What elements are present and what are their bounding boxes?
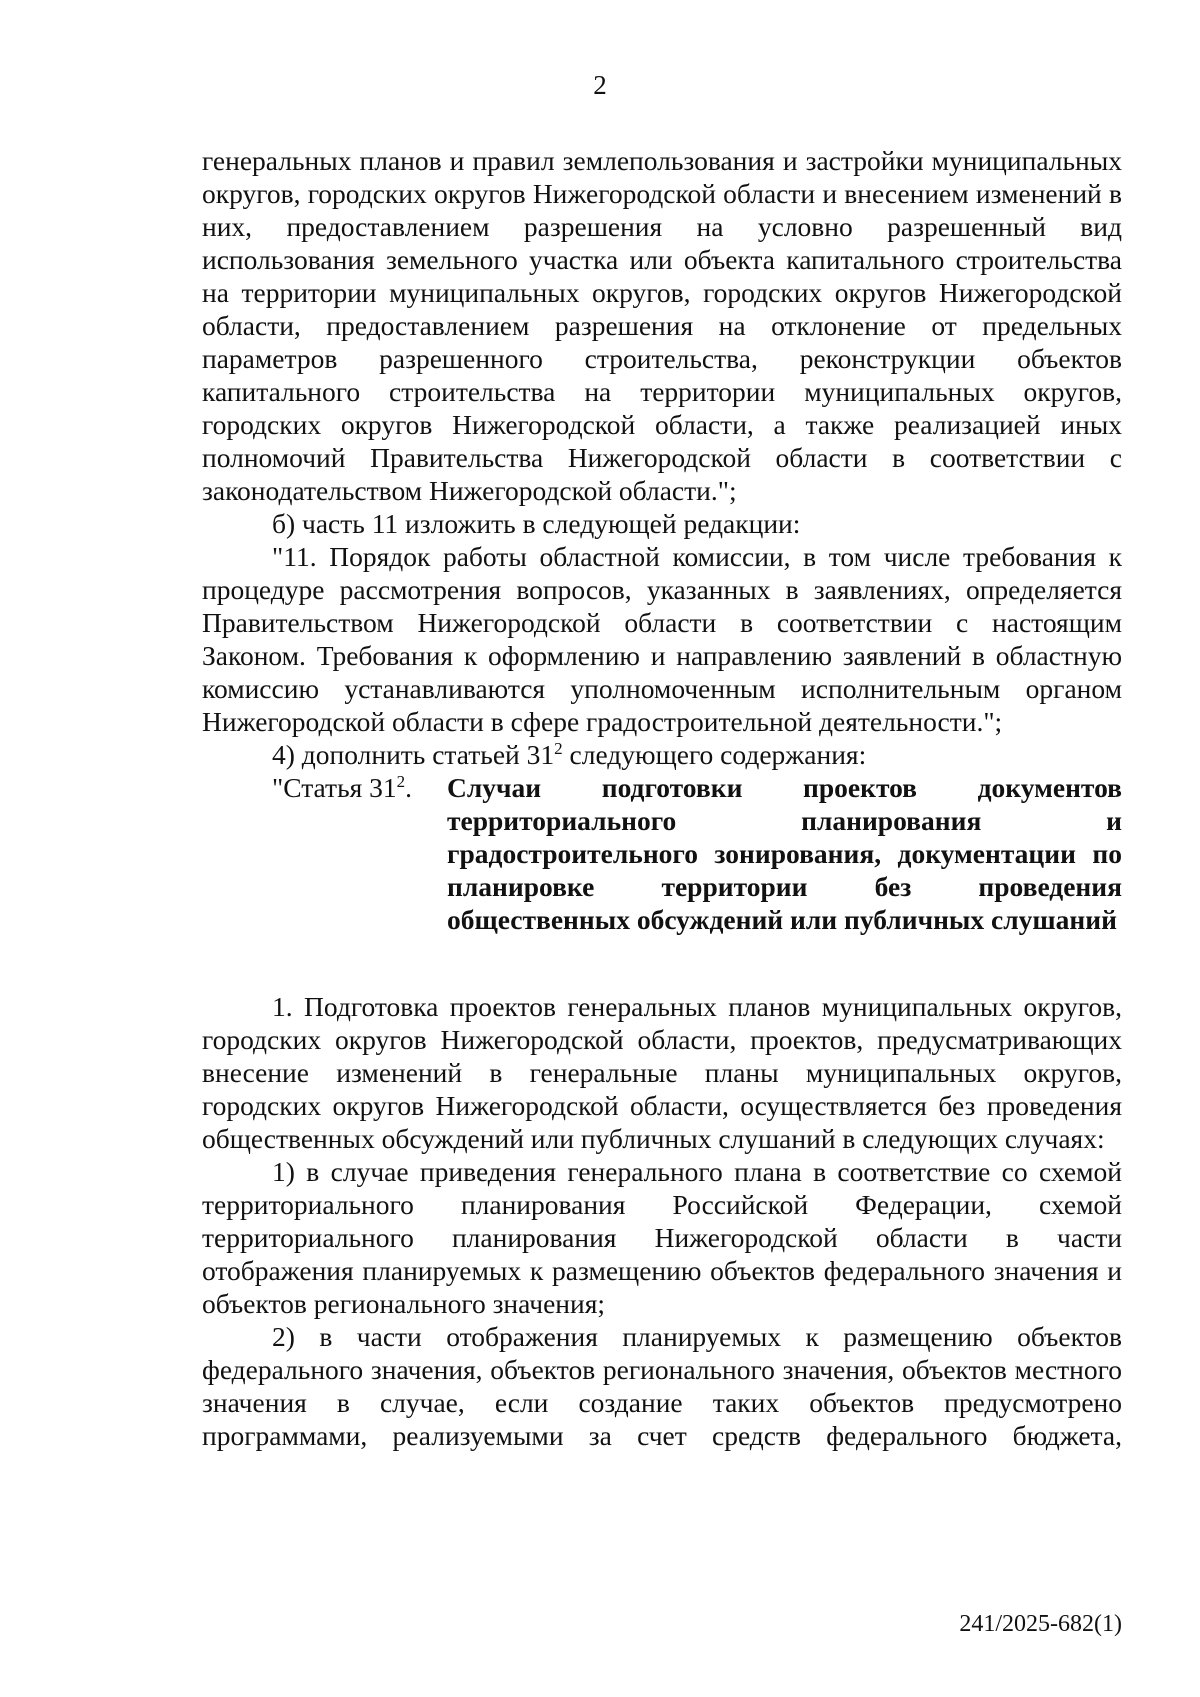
- item-4-superscript: 2: [554, 738, 563, 758]
- document-code: 241/2025-682(1): [959, 1611, 1122, 1637]
- paragraph-item-4: [202, 738, 1122, 771]
- spacer: [202, 936, 1122, 990]
- page-number: 2: [593, 70, 607, 100]
- paragraph-part-11-text: "11. Порядок работы областной комиссии, в том числе требования к процедуре рассмотрения вопросов, указанных в заявлениях, определяется Правительством Нижегородской области в соответствии с настоящим Законом. Требования к оформлению и направлению заявлений в областную комиссию устанавливаются уполномоченным исполнительным органом Нижегородской области в сфере градостроительной деятельности.";: [202, 541, 1122, 737]
- paragraph-article-point-1: 1. Подготовка проектов генеральных планов муниципальных округов, городских округов Нижегородской области, проектов, предусматривающих внесение изменений в генеральные планы муниципальных округов, городских округов Нижегородской области, осуществляется без проведения общественных обсуждений или публичных слушаний в следующих случаях:: [202, 991, 1122, 1154]
- article-title: Случаи подготовки проектов документов территориального планирования и градостроительного зонирования, документации по планировке территории без проведения общественных обсуждений или публичных слушаний: [447, 772, 1122, 935]
- item-4-text-before: 4) дополнить статьей 31: [272, 739, 555, 770]
- paragraph-subpoint-1: 1) в случае приведения генерального плана в соответствие со схемой территориального планирования Российской Федерации, схемой территориального планирования Нижегородской области в части отображения планируемых к размещению объектов федерального значения и объектов регионального значения;: [202, 1156, 1122, 1319]
- paragraph-continuation: генеральных планов и правил землепользования и застройки муниципальных округов, городских округов Нижегородской области и внесением изменений в них, предоставлением разрешения на условно разрешенный вид использования земельного участка или объекта капитального строительства на территории муниципальных округов, городских округов Нижегородской области, предоставлением разрешения на отклонение от предельных параметров разрешенного строительства, реконструкции объектов капитального строительства на территории муниципальных округов, городских округов Нижегородской области, а также реализацией иных полномочий Правительства Нижегородской области в соответствии с законодательством Нижегородской области.";: [202, 145, 1122, 506]
- item-4-text-after: следующего содержания:: [562, 739, 867, 770]
- article-label: [272, 771, 447, 804]
- article-label-superscript: 2: [396, 771, 406, 791]
- article-heading: [202, 771, 1122, 936]
- document-body: [202, 144, 1122, 1452]
- paragraph-part-11-intro: б) часть 11 изложить в следующей редакции:: [272, 508, 801, 539]
- paragraph-subpoint-2: 2) в части отображения планируемых к размещению объектов федерального значения, объектов регионального значения, объектов местного значения в случае, если создание таких объектов предусмотрено программами, реализуемыми за счет средств федерального бюджета,: [202, 1321, 1122, 1451]
- article-label-prefix: "Статья 31: [272, 772, 397, 803]
- article-label-suffix: .: [405, 772, 413, 803]
